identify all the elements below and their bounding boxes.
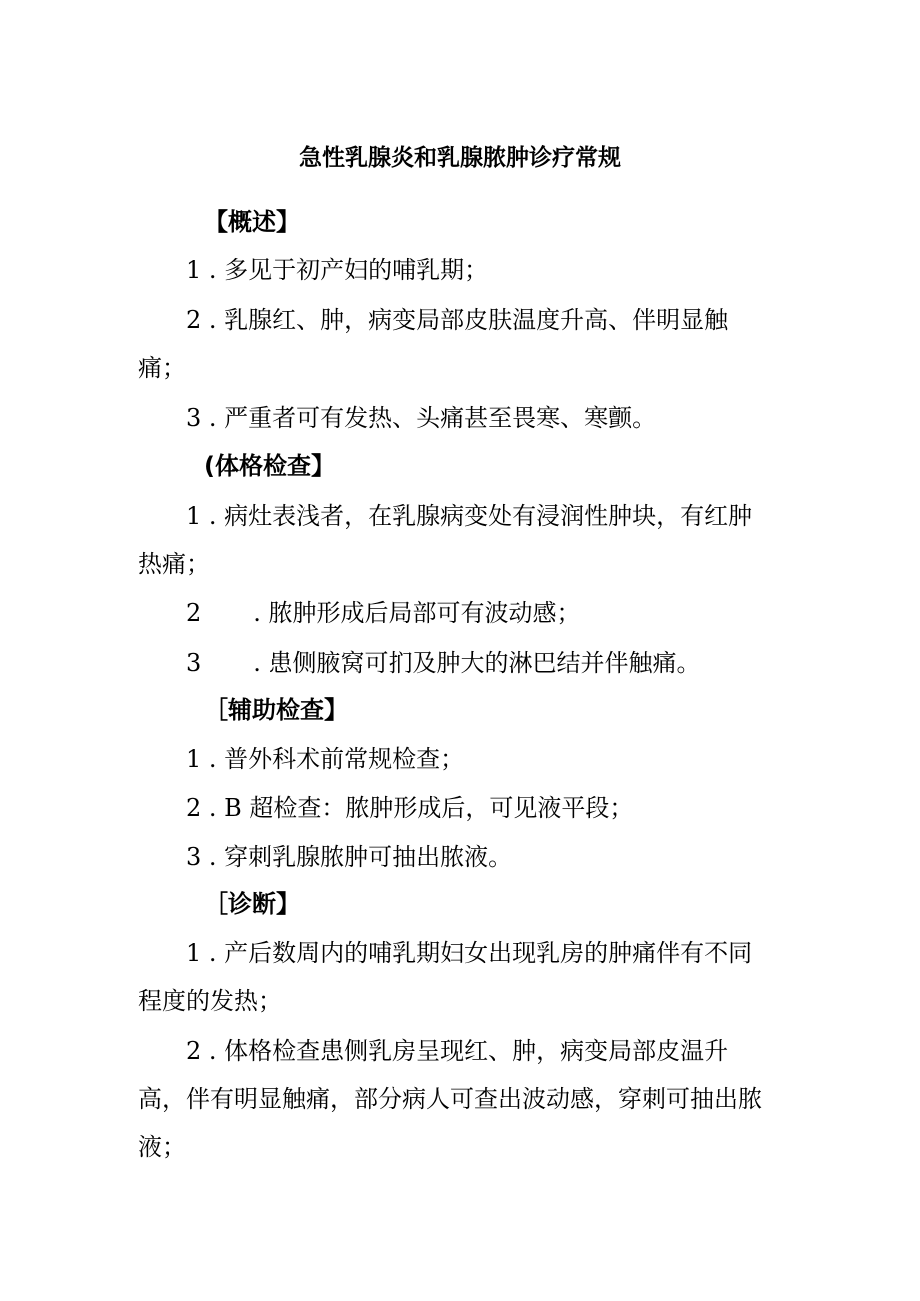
exam-item-2-number: 2 bbox=[186, 599, 202, 627]
diagnosis-item-2-cont-1: 高，伴有明显触痛，部分病人可查出波动感，穿刺可抽出脓 bbox=[138, 1085, 762, 1113]
overview-item-2: 2 . 乳腺红、肿，病变局部皮肤温度升高、伴明显触 bbox=[186, 306, 729, 334]
exam-item-1-cont: 热痛； bbox=[138, 550, 210, 578]
diagnosis-item-2: 2 . 体格检查患侧乳房呈现红、肿，病变局部皮温升 bbox=[186, 1037, 729, 1065]
overview-item-2-cont: 痛； bbox=[138, 354, 186, 382]
overview-item-3: 3 . 严重者可有发热、头痛甚至畏寒、寒颤。 bbox=[186, 404, 657, 432]
auxiliary-item-2: 2 . B 超检查：脓肿形成后，可见液平段； bbox=[186, 794, 634, 822]
exam-item-1: 1 . 病灶表浅者，在乳腺病变处有浸润性肿块，有红肿 bbox=[186, 502, 753, 530]
exam-item-2-text: . 脓肿形成后局部可有波动感； bbox=[253, 599, 581, 627]
section-heading-auxiliary: ［辅助检查】 bbox=[204, 696, 348, 724]
section-heading-overview: 【概述】 bbox=[204, 208, 300, 236]
exam-item-3-number: 3 bbox=[186, 649, 202, 677]
exam-item-2 bbox=[186, 595, 581, 631]
section-heading-diagnosis: ［诊断】 bbox=[204, 890, 300, 918]
exam-item-3-text: . 患侧腋窝可扪及肿大的淋巴结并伴触痛。 bbox=[253, 649, 701, 677]
document-title: 急性乳腺炎和乳腺脓肿诊疗常规 bbox=[299, 145, 621, 171]
section-heading-exam: (体格检查】 bbox=[204, 452, 335, 480]
diagnosis-item-2-cont-2: 液； bbox=[138, 1133, 186, 1161]
overview-item-1: 1 . 多见于初产妇的哺乳期； bbox=[186, 256, 489, 284]
diagnosis-item-1: 1 . 产后数周内的哺乳期妇女出现乳房的肿痛伴有不同 bbox=[186, 939, 753, 967]
exam-item-3 bbox=[186, 645, 701, 681]
auxiliary-item-1: 1 . 普外科术前常规检查； bbox=[186, 745, 465, 773]
auxiliary-item-3: 3 . 穿刺乳腺脓肿可抽出脓液。 bbox=[186, 843, 513, 871]
diagnosis-item-1-cont: 程度的发热； bbox=[138, 987, 282, 1015]
